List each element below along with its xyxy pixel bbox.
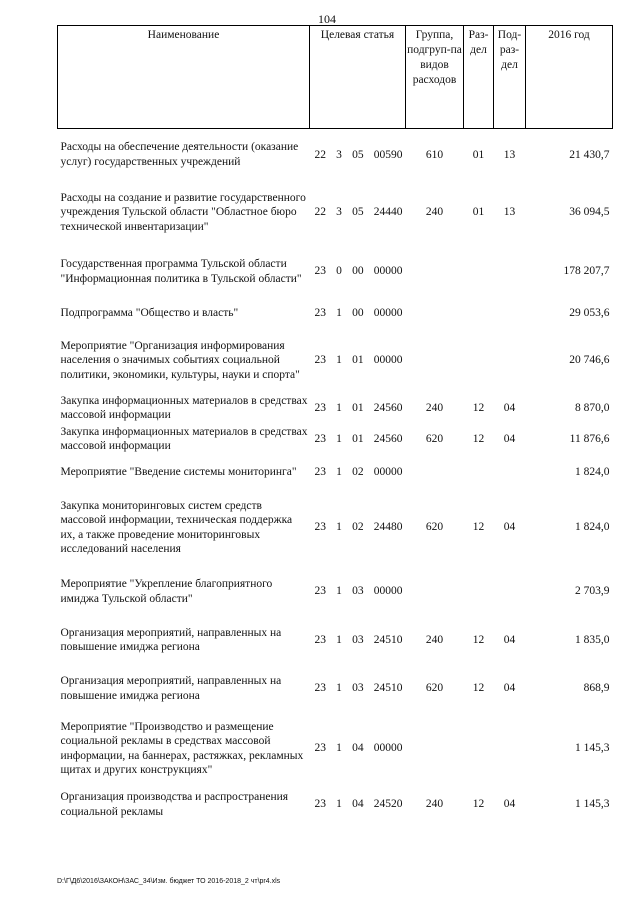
row-amount: 11 876,6 — [569, 432, 610, 445]
row-name: Закупка мониторинговых систем средств массовой информации, техническая поддержка их, а также проведение мониторинговых исследований населения — [60, 499, 293, 555]
target-code-parts — [311, 353, 405, 367]
target-code-parts — [311, 633, 405, 647]
row-target-code — [310, 618, 406, 663]
code-subprogram: 1 — [336, 682, 342, 695]
code-direction: 00000 — [373, 465, 403, 478]
table-body — [58, 129, 613, 827]
code-measure: 04 — [352, 798, 364, 811]
table-row — [58, 181, 613, 245]
row-name: Организация мероприятий, направленных на повышение имиджа региона — [60, 675, 282, 702]
row-target-code — [310, 329, 406, 393]
row-group: 240 — [425, 401, 444, 414]
target-code-parts — [311, 306, 405, 320]
code-direction: 24560 — [373, 401, 403, 414]
row-group: 620 — [425, 432, 444, 445]
row-subsection: 04 — [503, 682, 516, 695]
row-section — [464, 455, 494, 490]
target-code-parts — [311, 584, 405, 598]
code-direction: 24510 — [373, 682, 403, 695]
code-program: 23 — [314, 354, 326, 367]
row-subsection — [494, 329, 526, 393]
table-row — [58, 566, 613, 618]
row-name: Расходы на создание и развитие государственного учреждения Тульской области "Областное бюро технической инвентаризации" — [60, 191, 306, 233]
row-target-code — [310, 181, 406, 245]
row-target-code — [310, 129, 406, 181]
code-subprogram: 1 — [336, 401, 342, 414]
row-amount: 2 703,9 — [575, 585, 610, 598]
row-name: Организация мероприятий, направленных на повышение имиджа региона — [60, 626, 282, 653]
row-section — [464, 245, 494, 299]
row-name: Закупка информационных материалов в средствах массовой информации — [60, 394, 308, 421]
row-subsection: 04 — [503, 432, 516, 445]
code-direction: 00000 — [373, 307, 403, 320]
row-target-code — [310, 299, 406, 329]
code-program: 23 — [314, 265, 326, 278]
header-name: Наименование — [58, 26, 310, 129]
row-subsection: 13 — [503, 206, 516, 219]
code-measure: 00 — [352, 265, 364, 278]
row-target-code — [310, 783, 406, 827]
row-subsection — [494, 299, 526, 329]
code-program: 23 — [314, 798, 326, 811]
budget-table — [57, 25, 613, 827]
code-subprogram: 1 — [336, 585, 342, 598]
table-row — [58, 129, 613, 181]
row-subsection — [494, 455, 526, 490]
code-measure: 01 — [352, 401, 364, 414]
table-row — [58, 329, 613, 393]
row-group — [406, 566, 464, 618]
table-row — [58, 618, 613, 663]
code-measure: 04 — [352, 742, 364, 755]
page-number: 104 — [318, 12, 336, 26]
code-direction: 24440 — [373, 206, 403, 219]
code-subprogram: 0 — [336, 265, 342, 278]
code-measure: 03 — [352, 682, 364, 695]
target-code-parts — [311, 465, 405, 479]
row-amount: 21 430,7 — [569, 148, 610, 161]
row-section — [464, 715, 494, 783]
code-measure: 03 — [352, 585, 364, 598]
row-section: 12 — [472, 401, 485, 414]
row-name: Мероприятие "Организация информирования населения о значимых событиях социальной политики, экономики, культуры, науки и спорта" — [60, 339, 300, 381]
header-section: Раз-дел — [464, 26, 494, 129]
code-measure: 03 — [352, 633, 364, 646]
code-program: 23 — [314, 633, 326, 646]
header-year: 2016 год — [526, 26, 613, 129]
code-program: 23 — [314, 585, 326, 598]
row-group: 240 — [425, 206, 444, 219]
target-code-parts — [311, 797, 405, 811]
code-subprogram: 1 — [336, 742, 342, 755]
code-program: 23 — [314, 521, 326, 534]
row-amount: 29 053,6 — [569, 307, 610, 320]
code-program: 23 — [314, 307, 326, 320]
row-group — [406, 715, 464, 783]
row-amount: 868,9 — [583, 682, 610, 695]
target-code-parts — [311, 205, 405, 219]
row-name: Закупка информационных материалов в средствах массовой информации — [60, 425, 308, 452]
row-name: Подпрограмма "Общество и власть" — [60, 307, 239, 320]
row-section — [464, 329, 494, 393]
row-name: Государственная программа Тульской области "Информационная политика в Тульской области" — [60, 258, 302, 285]
header-target: Целевая статья — [310, 26, 406, 129]
row-group — [406, 245, 464, 299]
row-amount: 1 145,3 — [575, 798, 610, 811]
code-program: 23 — [314, 432, 326, 445]
target-code-parts — [311, 148, 405, 162]
code-program: 22 — [314, 206, 326, 219]
table-row — [58, 715, 613, 783]
row-amount: 1 145,3 — [575, 742, 610, 755]
table-header-row — [58, 26, 613, 129]
code-direction: 24480 — [373, 521, 403, 534]
row-amount: 20 746,6 — [569, 354, 610, 367]
code-subprogram: 3 — [336, 148, 342, 161]
code-subprogram: 3 — [336, 206, 342, 219]
code-program: 23 — [314, 742, 326, 755]
row-group — [406, 299, 464, 329]
row-section: 01 — [472, 148, 485, 161]
code-measure: 05 — [352, 206, 364, 219]
table-row — [58, 424, 613, 455]
row-section: 12 — [472, 633, 485, 646]
row-amount: 1 824,0 — [575, 465, 610, 478]
table-row — [58, 245, 613, 299]
target-code-parts — [311, 401, 405, 415]
row-section — [464, 299, 494, 329]
row-group: 620 — [425, 682, 444, 695]
row-amount: 36 094,5 — [569, 206, 610, 219]
row-section: 12 — [472, 432, 485, 445]
code-measure: 05 — [352, 148, 364, 161]
row-subsection: 04 — [503, 521, 516, 534]
row-section: 12 — [472, 682, 485, 695]
row-group: 240 — [425, 633, 444, 646]
code-measure: 01 — [352, 432, 364, 445]
row-subsection: 13 — [503, 148, 516, 161]
code-subprogram: 1 — [336, 633, 342, 646]
row-subsection — [494, 715, 526, 783]
code-program: 22 — [314, 148, 326, 161]
code-program: 23 — [314, 682, 326, 695]
header-group: Группа, подгруп-па видов расходов — [406, 26, 464, 129]
code-subprogram: 1 — [336, 465, 342, 478]
row-target-code — [310, 490, 406, 566]
row-name: Мероприятие "Укрепление благоприятного имиджа Тульской области" — [60, 578, 273, 605]
code-subprogram: 1 — [336, 798, 342, 811]
target-code-parts — [311, 432, 405, 446]
code-measure: 02 — [352, 521, 364, 534]
row-amount: 1 835,0 — [575, 633, 610, 646]
file-path-footer: D:\Г\Д6\2016\ЗАКОН\ЗАС_34\Изм. бюджет ТО 2016-2018_2 чт\pr4.xls — [57, 878, 281, 885]
row-name: Мероприятие "Введение системы мониторинга" — [60, 465, 297, 478]
code-direction: 24560 — [373, 432, 403, 445]
code-direction: 00000 — [373, 585, 403, 598]
row-section: 01 — [472, 206, 485, 219]
row-group: 240 — [425, 798, 444, 811]
header-subsection: Под-раз-дел — [494, 26, 526, 129]
row-amount: 8 870,0 — [575, 401, 610, 414]
code-direction: 00000 — [373, 742, 403, 755]
code-subprogram: 1 — [336, 432, 342, 445]
row-target-code — [310, 245, 406, 299]
row-subsection — [494, 566, 526, 618]
table-row — [58, 393, 613, 424]
code-direction: 00590 — [373, 148, 403, 161]
row-section: 12 — [472, 521, 485, 534]
row-target-code — [310, 455, 406, 490]
table-row — [58, 490, 613, 566]
row-target-code — [310, 424, 406, 455]
target-code-parts — [311, 681, 405, 695]
code-measure: 01 — [352, 354, 364, 367]
row-name: Организация производства и распространения социальной рекламы — [60, 791, 289, 818]
row-target-code — [310, 566, 406, 618]
row-target-code — [310, 663, 406, 715]
table-row — [58, 663, 613, 715]
code-direction: 00000 — [373, 265, 403, 278]
code-direction: 24520 — [373, 798, 403, 811]
target-code-parts — [311, 520, 405, 534]
code-measure: 00 — [352, 307, 364, 320]
row-section: 12 — [472, 798, 485, 811]
row-group — [406, 455, 464, 490]
table-row — [58, 455, 613, 490]
row-subsection: 04 — [503, 633, 516, 646]
code-subprogram: 1 — [336, 354, 342, 367]
row-amount: 178 207,7 — [563, 265, 610, 278]
table-row — [58, 299, 613, 329]
code-subprogram: 1 — [336, 307, 342, 320]
row-name: Мероприятие "Производство и размещение социальной рекламы в средствах массовой информации, на баннерах, растяжках, рекламных щитах и других конструкциях" — [60, 720, 304, 776]
row-name: Расходы на обеспечение деятельности (оказание услуг) государственных учреждений — [60, 141, 299, 168]
code-program: 23 — [314, 401, 326, 414]
row-group — [406, 329, 464, 393]
code-measure: 02 — [352, 465, 364, 478]
row-target-code — [310, 715, 406, 783]
row-subsection: 04 — [503, 401, 516, 414]
row-section — [464, 566, 494, 618]
row-group: 610 — [425, 148, 444, 161]
row-amount: 1 824,0 — [575, 521, 610, 534]
code-direction: 24510 — [373, 633, 403, 646]
row-subsection — [494, 245, 526, 299]
row-group: 620 — [425, 521, 444, 534]
row-subsection: 04 — [503, 798, 516, 811]
row-target-code — [310, 393, 406, 424]
code-program: 23 — [314, 465, 326, 478]
target-code-parts — [311, 264, 405, 278]
table-row — [58, 783, 613, 827]
code-direction: 00000 — [373, 354, 403, 367]
target-code-parts — [311, 741, 405, 755]
code-subprogram: 1 — [336, 521, 342, 534]
